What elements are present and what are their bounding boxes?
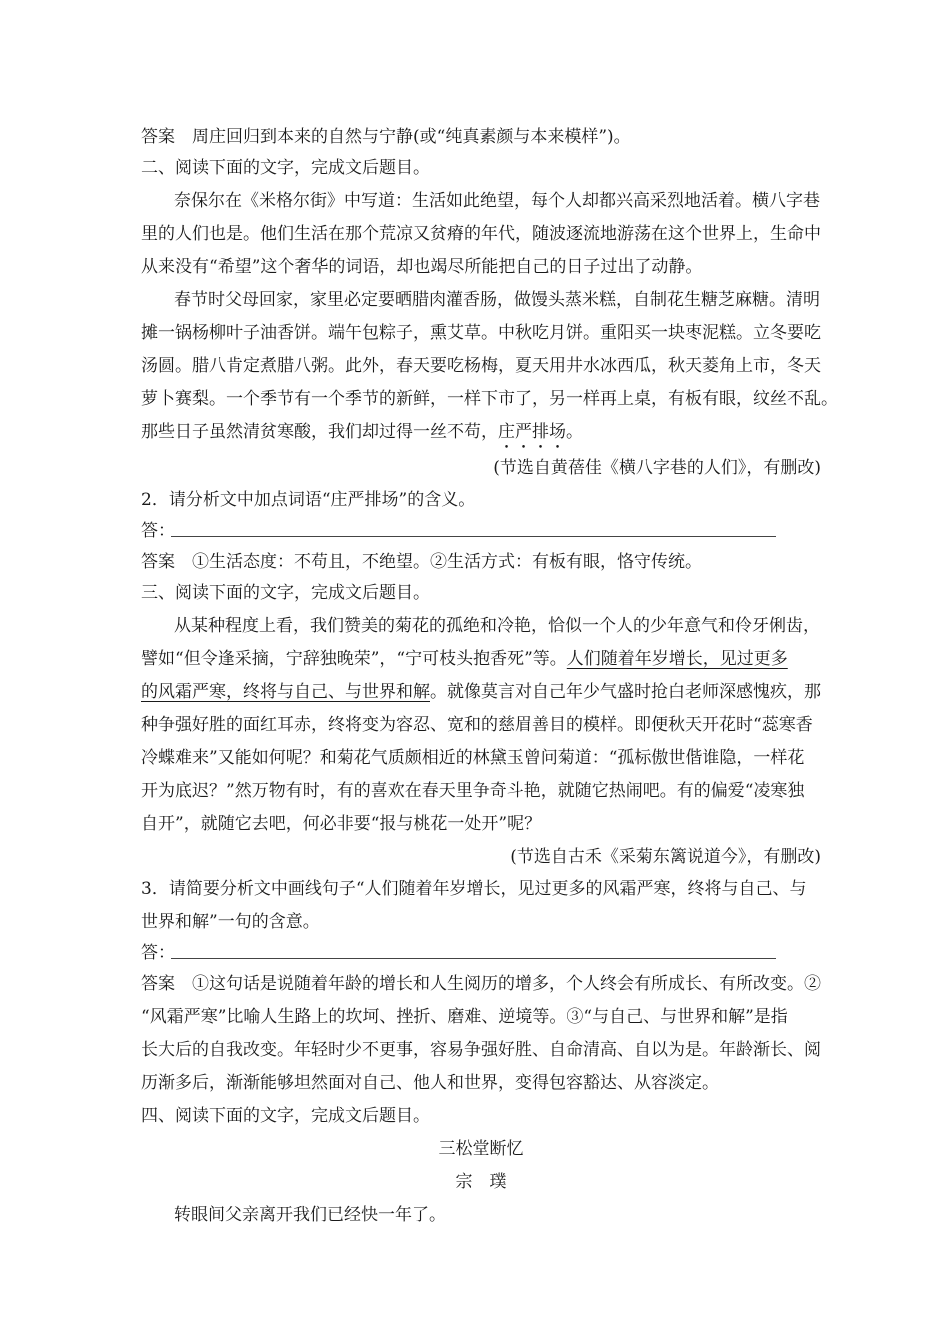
dotted-char: 场 [549,422,566,442]
passage3-text: 譬如“但令逢采摘，宁辞独晚荣”，“宁可枝头抱香死”等。 [141,649,567,669]
article-title: 三松堂断忆 [438,1139,524,1159]
passage3-line: 种争强好胜的面红耳赤，终将变为容忍、宽和的慈眉善目的模样。即便秋天开花时“蕊寒香 [141,715,813,735]
question-2: 2．请分析文中加点词语“庄严排场”的含义。 [141,490,476,510]
question-3: 世界和解”一句的含意。 [141,912,320,932]
question-3-answer: 答案 ①这句话是说随着年龄的增长和人生阅历的增多，个人终会有所成长、有所改变。② [141,974,821,994]
passage2-source: (节选自黄蓓佳《横八字巷的人们》，有删改) [493,458,821,478]
passage2-line: 春节时父母回家，家里必定要晒腊肉灌香肠，做馒头蒸米糕，自制花生糖芝麻糖。清明 [174,290,820,310]
question-3-answer: 历渐多后，渐渐能够坦然面对自己、他人和世界，变得包容豁达、从容淡定。 [141,1073,719,1093]
passage2-last-line [141,421,583,445]
question-3-answer: “风霜严寒”比喻人生路上的坎坷、挫折、磨难、逆境等。③“与自己、与世界和解”是指 [141,1007,788,1027]
passage2-line: 摊一锅杨柳叶子油香饼。端午包粽子，熏艾草。中秋吃月饼。重阳买一块枣泥糕。立冬要吃 [141,323,821,343]
passage2-text: 那些日子虽然清贫寒酸，我们却过得一丝不苟， [141,422,498,442]
passage3-line: 冷蝶难来”又能如何呢？和菊花气质颇相近的林黛玉曾问菊道：“孤标傲世偕谁隐，一样花 [141,748,805,768]
passage3-line [141,681,821,705]
q1-answer: 答案 周庄回归到本来的自然与宁静(或“纯真素颜与本来模样”)。 [141,127,631,147]
passage3-line: 自开”，就随它去吧，何必非要“报与桃花一处开”呢？ [141,814,542,834]
question-2-answer: 答案 ①生活态度：不苟且，不绝望。②生活方式：有板有眼，恪守传统。 [141,552,702,572]
answer-label: 答： [141,943,175,963]
dotted-char: 严 [515,422,532,442]
underlined-sentence: 人们随着年岁增长，见过更多 [566,649,788,669]
answer-label: 答： [141,521,175,541]
question-3-answer: 长大后的自我改变。年轻时少不更事，容易争强好胜、自命清高、自以为是。年龄渐长、阅 [141,1040,821,1060]
passage3-line: 开为底迟？”然万物有时，有的喜欢在春天里争奇斗艳，就随它热闹吧。有的偏爱“凌寒独 [141,781,805,801]
dotted-char: 庄 [498,422,515,442]
underlined-sentence: 的风霜严寒，终将与自己、与世界和解 [141,682,430,702]
section-2-heading: 二、阅读下面的文字，完成文后题目。 [141,158,430,178]
passage2-line: 汤圆。腊八肯定煮腊八粥。此外，春天要吃杨梅，夏天用井水冰西瓜，秋天菱角上市，冬天 [141,356,821,376]
passage2-text: 。 [566,422,583,442]
passage2-line: 里的人们也是。他们生活在那个荒凉又贫瘠的年代，随波逐流地游荡在这个世界上，生命中 [141,224,821,244]
passage2-line: 萝卜赛梨。一个季节有一个季节的新鲜，一样下市了，另一样再上桌，有板有眼，纹丝不乱。 [141,389,838,409]
answer-blank-line[interactable] [171,940,776,959]
dotted-char: 排 [532,422,549,442]
answer-blank-line[interactable] [171,518,776,537]
section-3-heading: 三、阅读下面的文字，完成文后题目。 [141,583,430,603]
article-first-line: 转眼间父亲离开我们已经快一年了。 [174,1205,446,1225]
article-author: 宗 璞 [455,1172,507,1192]
passage3-line [141,648,788,672]
passage3-line: 从某种程度上看，我们赞美的菊花的孤绝和冷艳，恰似一个人的少年意气和伶牙俐齿， [174,616,820,636]
passage3-source: (节选自古禾《采菊东篱说道今》，有删改) [510,847,821,867]
section-4-heading: 四、阅读下面的文字，完成文后题目。 [141,1106,430,1126]
passage3-text: 。就像莫言对自己年少气盛时抢白老师深感愧疚，那 [430,682,821,702]
passage2-line: 从来没有“希望”这个奢华的词语，却也竭尽所能把自己的日子过出了动静。 [141,257,703,277]
question-3: 3．请简要分析文中画线句子“人们随着年岁增长，见过更多的风霜严寒，终将与自己、与 [141,879,807,899]
passage2-line: 奈保尔在《米格尔街》中写道：生活如此绝望，每个人却都兴高采烈地活着。横八字巷 [174,191,820,211]
